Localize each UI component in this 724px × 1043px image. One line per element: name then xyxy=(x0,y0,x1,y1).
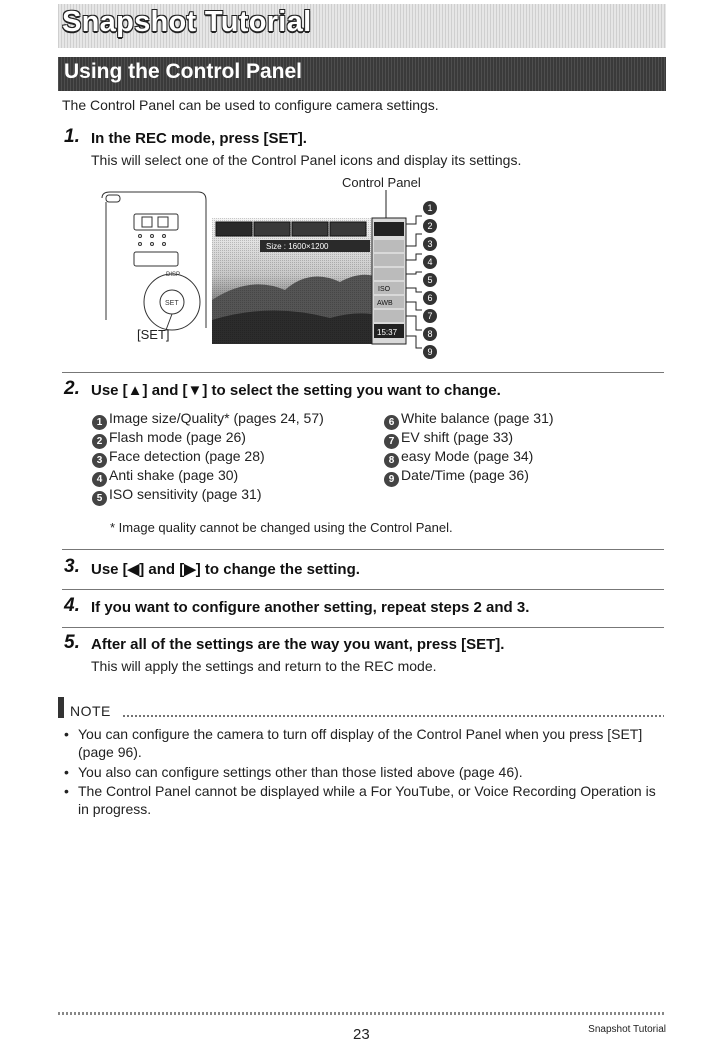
settings-item-label: Anti shake (page 30) xyxy=(109,467,239,483)
settings-item-label: Face detection (page 28) xyxy=(109,448,265,464)
disp-label: DISP xyxy=(166,272,181,278)
note-dotted-rule xyxy=(122,715,664,717)
callout-9: 9 xyxy=(427,347,433,357)
step-1-description: This will select one of the Control Panel icons and display its settings. xyxy=(91,152,522,168)
divider xyxy=(62,372,664,373)
settings-item xyxy=(92,448,265,468)
note-bullet-text: The Control Panel cannot be displayed while a For YouTube, or Voice Recording Operation is in progress. xyxy=(78,783,656,817)
settings-item xyxy=(384,429,513,449)
number-badge: 2 xyxy=(92,434,107,449)
divider xyxy=(62,549,664,550)
note-bullet: • xyxy=(64,783,69,799)
settings-item xyxy=(92,486,262,506)
callout-badges xyxy=(423,201,437,359)
callout-8: 8 xyxy=(427,329,433,339)
note-bullet: • xyxy=(64,726,69,742)
callout-6: 6 xyxy=(427,293,433,303)
number-badge: 9 xyxy=(384,472,399,487)
number-badge: 1 xyxy=(92,415,107,430)
settings-item-label: Image size/Quality* (pages 24, 57) xyxy=(109,410,324,426)
number-badge: 3 xyxy=(92,453,107,468)
page-title: Snapshot Tutorial xyxy=(62,6,312,38)
number-badge: 5 xyxy=(92,491,107,506)
lcd-screen xyxy=(212,218,380,344)
step-1-title: In the REC mode, press [SET]. xyxy=(91,130,307,147)
settings-item-label: EV shift (page 33) xyxy=(401,429,514,445)
awb-label: AWB xyxy=(377,300,393,307)
footnote: * Image quality cannot be changed using the Control Panel. xyxy=(110,520,453,535)
note-bullet: • xyxy=(64,764,69,780)
number-badge: 4 xyxy=(92,472,107,487)
note-bullet-text: You can configure the camera to turn off display of the Control Panel when you press [SET] (page 96). xyxy=(78,726,643,760)
intro-text: The Control Panel can be used to configure camera settings. xyxy=(62,97,439,113)
step-4-number: 4. xyxy=(64,595,80,616)
settings-item xyxy=(384,448,533,468)
number-badge: 8 xyxy=(384,453,399,468)
footer-rule xyxy=(58,1012,666,1015)
callout-3: 3 xyxy=(427,239,433,249)
time-readout: 15:37 xyxy=(377,328,398,337)
settings-item xyxy=(384,410,554,430)
size-readout: Size : 1600×1200 xyxy=(266,242,329,251)
step-4-title: If you want to configure another setting, repeat steps 2 and 3. xyxy=(91,599,530,616)
callout-5: 5 xyxy=(427,275,433,285)
settings-item-label: Flash mode (page 26) xyxy=(109,429,246,445)
settings-item-label: ISO sensitivity (page 31) xyxy=(109,486,262,502)
callout-4: 4 xyxy=(427,257,433,267)
step-3-title: Use [◀] and [▶] to change the setting. xyxy=(91,561,360,578)
set-label: [SET] xyxy=(137,327,170,342)
step-2-title: Use [▲] and [▼] to select the setting you want to change. xyxy=(91,382,501,399)
set-button-label: SET xyxy=(165,300,179,307)
callout-2: 2 xyxy=(427,221,433,231)
section-title: Using the Control Panel xyxy=(64,60,303,83)
note-bullet-text: You also can configure settings other than those listed above (page 46). xyxy=(78,764,523,780)
footer-section-title: Snapshot Tutorial xyxy=(588,1024,666,1035)
divider xyxy=(62,589,664,590)
settings-item-label: Date/Time (page 36) xyxy=(401,467,529,483)
step-1-number: 1. xyxy=(64,126,80,147)
settings-item xyxy=(92,467,238,487)
note-marker xyxy=(58,697,64,718)
settings-item xyxy=(384,467,529,487)
control-panel-column xyxy=(372,218,406,344)
settings-item-label: easy Mode (page 34) xyxy=(401,448,534,464)
number-badge: 6 xyxy=(384,415,399,430)
control-panel-label: Control Panel xyxy=(342,175,421,190)
step-3-number: 3. xyxy=(64,556,80,577)
settings-item-label: White balance (page 31) xyxy=(401,410,554,426)
step-5-number: 5. xyxy=(64,632,80,653)
number-badge: 7 xyxy=(384,434,399,449)
settings-item xyxy=(92,410,324,430)
callout-7: 7 xyxy=(427,311,433,321)
step-5-description: This will apply the settings and return to the REC mode. xyxy=(91,658,437,674)
callout-1: 1 xyxy=(427,203,433,213)
step-5-title: After all of the settings are the way you want, press [SET]. xyxy=(91,636,505,653)
divider xyxy=(62,627,664,628)
page-number: 23 xyxy=(353,1026,370,1043)
step-2-number: 2. xyxy=(64,378,80,399)
settings-item xyxy=(92,429,246,449)
camera-body xyxy=(102,192,206,330)
iso-label: ISO xyxy=(378,286,391,293)
note-label: NOTE xyxy=(70,703,111,719)
